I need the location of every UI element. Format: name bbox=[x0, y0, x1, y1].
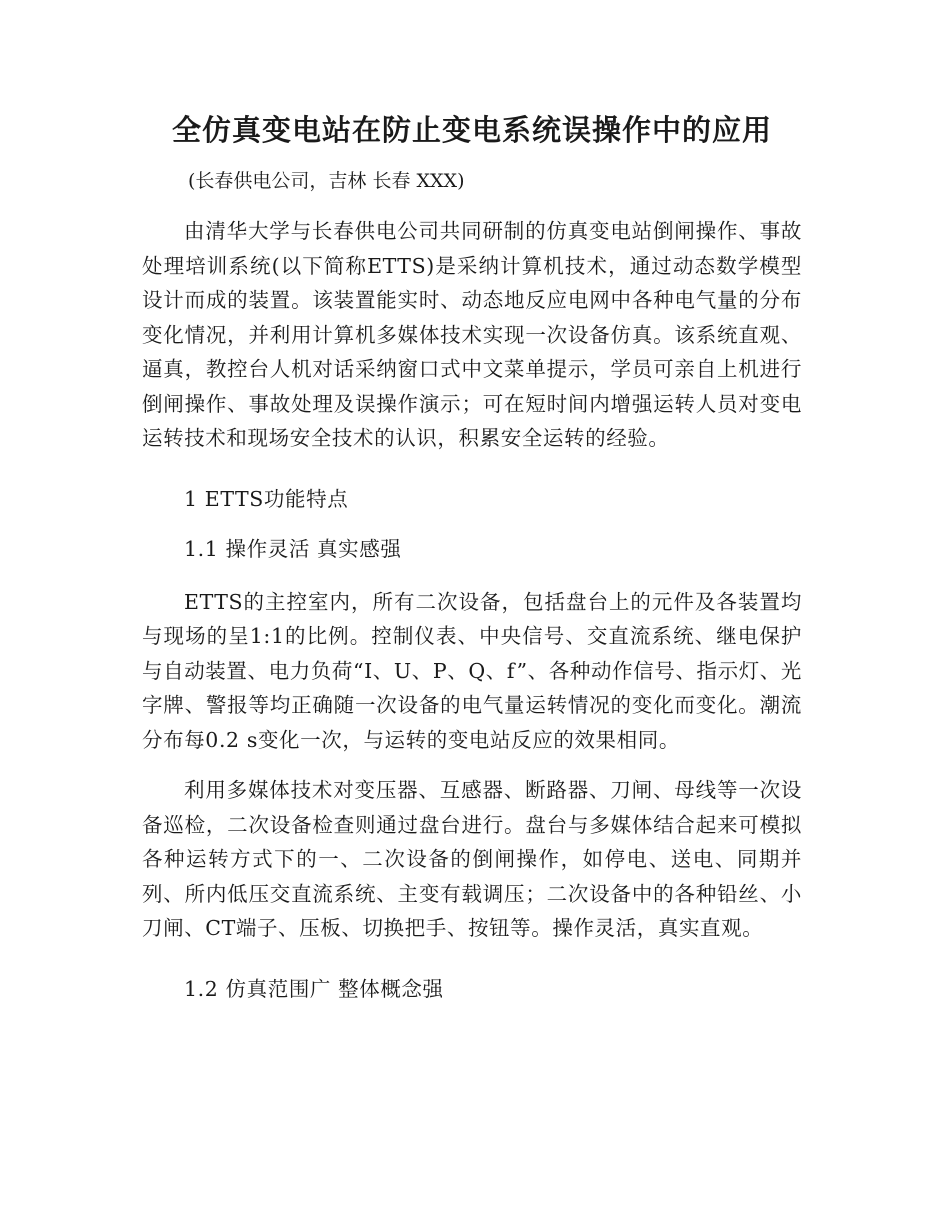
section-1-heading: 1 ETTS功能特点 bbox=[184, 486, 349, 511]
section-1-1-paragraph-2: 利用多媒体技术对变压器、互感器、断路器、刀闸、母线等一次设备巡检，二次设备检查则通过盘台进行。盘台与多媒体结合起来可模拟各种运转方式下的一、二次设备的倒闸操作，如停电、送电、同期并列、所内低压交直流系统、主变有载调压；二次设备中的各种铅丝、小刀闸、CT端子、压板、切换把手、按钮等。操作灵活，真实直观。 bbox=[142, 778, 802, 940]
document-page bbox=[142, 108, 802, 1006]
author-affiliation: (长春供电公司，吉林 长春 XXX) bbox=[188, 170, 465, 192]
section-1-1-heading: 1.1 操作灵活 真实感强 bbox=[184, 537, 402, 561]
intro-paragraph: 由清华大学与长春供电公司共同研制的仿真变电站倒闸操作、事故处理培训系统(以下简称ETTS)是采纳计算机技术，通过动态数学模型设计而成的装置。该装置能实时、动态地反应电网中各种电气量的分布变化情况，并利用计算机多媒体技术实现一次设备仿真。该系统直观、逼真，教控台人机对话采纳窗口式中文菜单提示，学员可亲自上机进行倒闸操作、事故处理及误操作演示；可在短时间内增强运转人员对变电运转技术和现场安全技术的认识，积累安全运转的经验。 bbox=[142, 219, 802, 450]
section-1-1-paragraph-1: ETTS的主控室内，所有二次设备，包括盘台上的元件及各装置均与现场的呈1:1的比例。控制仪表、中央信号、交直流系统、继电保护与自动装置、电力负荷“I、U、P、Q、f”、各种动作信号、指示灯、光字牌、警报等均正确随一次设备的电气量运转情况的变化而变化。潮流分布每0.2 s变化一次，与运转的变电站反应的效果相同。 bbox=[142, 589, 802, 752]
section-1-2-heading: 1.2 仿真范围广 整体概念强 bbox=[184, 976, 444, 1001]
document-title: 全仿真变电站在防止变电系统误操作中的应用 bbox=[171, 113, 772, 147]
